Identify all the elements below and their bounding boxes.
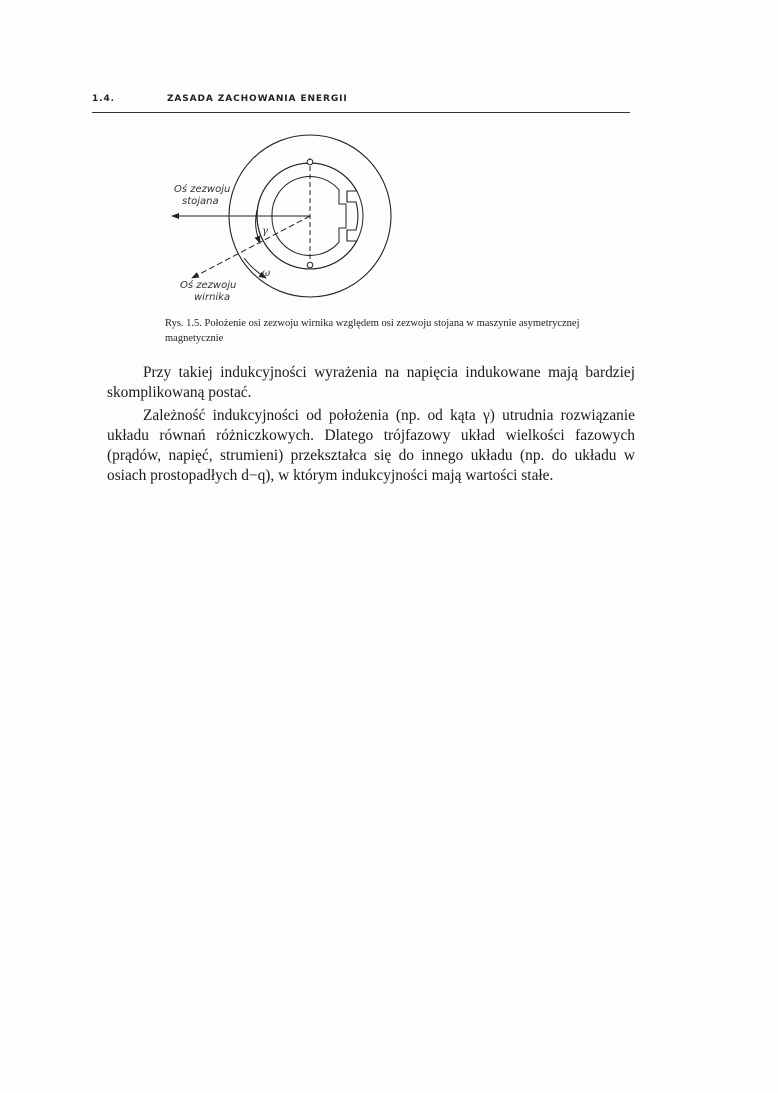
rotor-axis-label-line2: wirnika <box>194 292 231 303</box>
stator-axis-label-line2: stojana <box>182 196 219 207</box>
gamma-symbol: γ <box>262 226 268 237</box>
machine-axis-figure <box>160 130 400 310</box>
stator-terminal-top <box>307 159 313 165</box>
paragraph-2: Zależność indukcyjności od położenia (np. od kąta γ) utrudnia rozwiązanie układu równań różniczkowych. Dlatego trójfazowy układ wielkości fazowych (prądów, napięć, strumieni) przekształca się do innego układu (np. do układu w osiach prostopadłych d−q), w którym indukcyjności mają wartości stałe. <box>107 407 635 484</box>
running-header <box>92 94 630 110</box>
stator-axis-label-line1: Oś zezwoju <box>174 184 231 195</box>
section-number: 1.4. <box>92 94 115 104</box>
rotor-axis-label-line1: Oś zezwoju <box>180 280 237 291</box>
stator-terminal-bottom <box>307 262 313 268</box>
header-rule <box>92 112 630 113</box>
section-title: ZASADA ZACHOWANIA ENERGII <box>167 94 348 104</box>
rotor-axis-arrow <box>192 216 310 278</box>
paragraph-1: Przy takiej indukcyjności wyrażenia na napięcia indukowane mają bardziej skomplikowaną postać. <box>107 364 635 401</box>
body-text <box>107 363 635 486</box>
omega-symbol: ω <box>262 268 271 279</box>
figure-caption: Rys. 1.5. Położenie osi zezwoju wirnika względem osi zezwoju stojana w maszynie asymetrycznej magnetycznie <box>165 318 580 344</box>
